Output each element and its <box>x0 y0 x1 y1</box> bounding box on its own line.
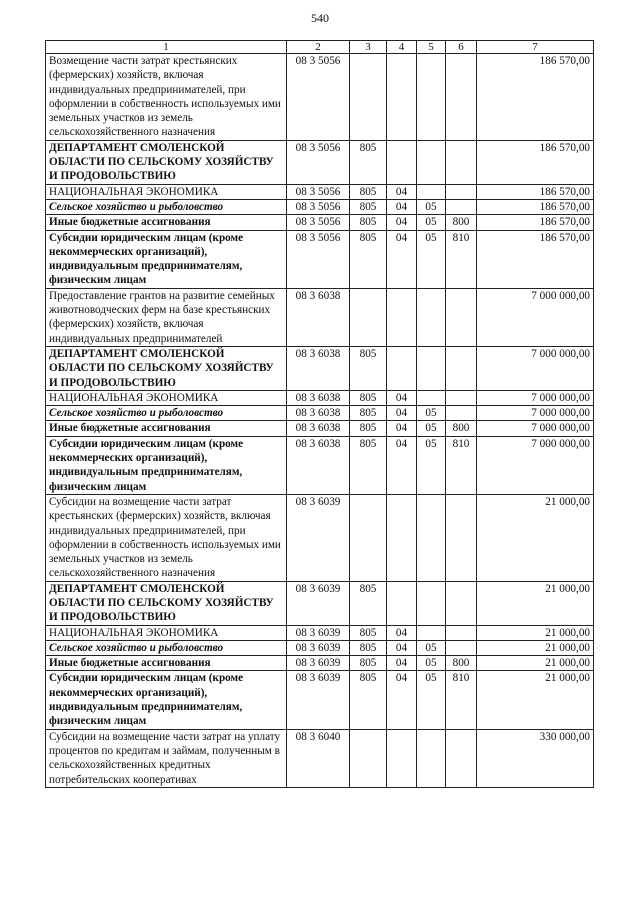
cell-expense-type <box>446 288 477 346</box>
cell-target-article: 08 3 5056 <box>287 54 350 141</box>
cell-target-article: 08 3 6038 <box>287 436 350 494</box>
cell-expense-type <box>446 494 477 581</box>
cell-section-code: 04 <box>387 184 417 199</box>
cell-amount: 186 570,00 <box>477 230 594 288</box>
table-row <box>46 346 594 390</box>
table-row <box>46 215 594 230</box>
header-cell-2: 2 <box>287 41 350 54</box>
cell-admin-code <box>350 729 387 787</box>
cell-admin-code <box>350 54 387 141</box>
cell-section-code: 04 <box>387 230 417 288</box>
cell-amount: 21 000,00 <box>477 581 594 625</box>
cell-amount: 7 000 000,00 <box>477 406 594 421</box>
cell-section-code: 04 <box>387 625 417 640</box>
cell-section-code: 04 <box>387 215 417 230</box>
cell-target-article: 08 3 6039 <box>287 494 350 581</box>
cell-subsection-code <box>417 625 446 640</box>
cell-target-article: 08 3 6038 <box>287 421 350 436</box>
table-row <box>46 656 594 671</box>
table-row <box>46 494 594 581</box>
cell-expense-type <box>446 406 477 421</box>
table-row <box>46 199 594 214</box>
cell-name: Сельское хозяйство и рыболовство <box>46 199 287 214</box>
table-row <box>46 140 594 184</box>
cell-admin-code: 805 <box>350 346 387 390</box>
cell-section-code: 04 <box>387 640 417 655</box>
cell-subsection-code: 05 <box>417 671 446 729</box>
cell-name: Сельское хозяйство и рыболовство <box>46 640 287 655</box>
cell-name: Субсидии юридическим лицам (кроме некоммерческих организаций), индивидуальным предпринимателям, физическим лицам <box>46 671 287 729</box>
cell-expense-type: 810 <box>446 436 477 494</box>
cell-subsection-code <box>417 288 446 346</box>
header-cell-5: 5 <box>417 41 446 54</box>
cell-expense-type <box>446 581 477 625</box>
cell-subsection-code: 05 <box>417 199 446 214</box>
table-row <box>46 421 594 436</box>
cell-amount: 21 000,00 <box>477 494 594 581</box>
cell-admin-code: 805 <box>350 199 387 214</box>
cell-subsection-code: 05 <box>417 421 446 436</box>
cell-target-article: 08 3 6038 <box>287 288 350 346</box>
cell-name: Субсидии юридическим лицам (кроме некоммерческих организаций), индивидуальным предпринимателям, физическим лицам <box>46 230 287 288</box>
cell-target-article: 08 3 6039 <box>287 640 350 655</box>
table-row <box>46 54 594 141</box>
cell-admin-code: 805 <box>350 390 387 405</box>
page-number: 540 <box>311 11 329 25</box>
budget-table <box>45 40 594 788</box>
cell-subsection-code <box>417 494 446 581</box>
cell-subsection-code: 05 <box>417 436 446 494</box>
table-row <box>46 625 594 640</box>
cell-admin-code: 805 <box>350 184 387 199</box>
cell-expense-type <box>446 729 477 787</box>
table-row <box>46 581 594 625</box>
cell-subsection-code <box>417 140 446 184</box>
cell-subsection-code: 05 <box>417 656 446 671</box>
cell-expense-type: 810 <box>446 671 477 729</box>
cell-name: ДЕПАРТАМЕНТ СМОЛЕНСКОЙ ОБЛАСТИ ПО СЕЛЬСКОМУ ХОЗЯЙСТВУ И ПРОДОВОЛЬСТВИЮ <box>46 581 287 625</box>
cell-name: Сельское хозяйство и рыболовство <box>46 406 287 421</box>
cell-amount: 186 570,00 <box>477 215 594 230</box>
cell-subsection-code <box>417 54 446 141</box>
cell-amount: 7 000 000,00 <box>477 390 594 405</box>
cell-amount: 7 000 000,00 <box>477 346 594 390</box>
table-row <box>46 406 594 421</box>
cell-target-article: 08 3 6039 <box>287 656 350 671</box>
cell-amount: 21 000,00 <box>477 671 594 729</box>
cell-target-article: 08 3 5056 <box>287 215 350 230</box>
cell-expense-type <box>446 640 477 655</box>
cell-section-code <box>387 581 417 625</box>
cell-subsection-code <box>417 184 446 199</box>
cell-target-article: 08 3 6038 <box>287 406 350 421</box>
cell-section-code <box>387 54 417 141</box>
cell-section-code <box>387 346 417 390</box>
cell-name: ДЕПАРТАМЕНТ СМОЛЕНСКОЙ ОБЛАСТИ ПО СЕЛЬСКОМУ ХОЗЯЙСТВУ И ПРОДОВОЛЬСТВИЮ <box>46 140 287 184</box>
table-row <box>46 671 594 729</box>
cell-admin-code: 805 <box>350 421 387 436</box>
cell-admin-code: 805 <box>350 656 387 671</box>
cell-section-code: 04 <box>387 436 417 494</box>
cell-subsection-code <box>417 581 446 625</box>
table-row <box>46 390 594 405</box>
cell-section-code: 04 <box>387 406 417 421</box>
cell-expense-type: 800 <box>446 421 477 436</box>
cell-expense-type <box>446 625 477 640</box>
cell-target-article: 08 3 6039 <box>287 581 350 625</box>
cell-name: Субсидии юридическим лицам (кроме некоммерческих организаций), индивидуальным предпринимателям, физическим лицам <box>46 436 287 494</box>
cell-subsection-code: 05 <box>417 640 446 655</box>
table-row <box>46 288 594 346</box>
cell-expense-type <box>446 184 477 199</box>
table-row <box>46 436 594 494</box>
cell-expense-type: 800 <box>446 656 477 671</box>
cell-name: ДЕПАРТАМЕНТ СМОЛЕНСКОЙ ОБЛАСТИ ПО СЕЛЬСКОМУ ХОЗЯЙСТВУ И ПРОДОВОЛЬСТВИЮ <box>46 346 287 390</box>
cell-admin-code <box>350 494 387 581</box>
cell-section-code: 04 <box>387 671 417 729</box>
header-cell-1: 1 <box>46 41 287 54</box>
cell-section-code <box>387 140 417 184</box>
cell-amount: 330 000,00 <box>477 729 594 787</box>
table-row <box>46 729 594 787</box>
header-cell-4: 4 <box>387 41 417 54</box>
cell-admin-code: 805 <box>350 406 387 421</box>
cell-subsection-code <box>417 390 446 405</box>
cell-amount: 21 000,00 <box>477 640 594 655</box>
cell-target-article: 08 3 5056 <box>287 184 350 199</box>
cell-target-article: 08 3 6039 <box>287 671 350 729</box>
cell-admin-code: 805 <box>350 436 387 494</box>
cell-amount: 7 000 000,00 <box>477 436 594 494</box>
cell-name: Возмещение части затрат крестьянских (фермерских) хозяйств, включая индивидуальных предпринимателей, при оформлении в собственность используемых ими земельных участков из земель сельскохозяйственного назначения <box>46 54 287 141</box>
header-cell-7: 7 <box>477 41 594 54</box>
cell-amount: 21 000,00 <box>477 625 594 640</box>
header-cell-3: 3 <box>350 41 387 54</box>
cell-target-article: 08 3 6039 <box>287 625 350 640</box>
cell-name: Иные бюджетные ассигнования <box>46 656 287 671</box>
cell-amount: 7 000 000,00 <box>477 421 594 436</box>
table-row <box>46 230 594 288</box>
cell-subsection-code <box>417 729 446 787</box>
cell-name: Субсидии на возмещение части затрат на уплату процентов по кредитам и займам, полученным в сельскохозяйственных кредитных потребительских кооперативах <box>46 729 287 787</box>
cell-target-article: 08 3 5056 <box>287 140 350 184</box>
cell-admin-code: 805 <box>350 230 387 288</box>
cell-name: НАЦИОНАЛЬНАЯ ЭКОНОМИКА <box>46 390 287 405</box>
cell-admin-code <box>350 288 387 346</box>
cell-name: НАЦИОНАЛЬНАЯ ЭКОНОМИКА <box>46 184 287 199</box>
cell-section-code <box>387 288 417 346</box>
cell-admin-code: 805 <box>350 581 387 625</box>
cell-amount: 186 570,00 <box>477 199 594 214</box>
cell-expense-type <box>446 199 477 214</box>
cell-name: Иные бюджетные ассигнования <box>46 215 287 230</box>
cell-section-code: 04 <box>387 390 417 405</box>
cell-expense-type <box>446 140 477 184</box>
cell-section-code <box>387 494 417 581</box>
cell-admin-code: 805 <box>350 215 387 230</box>
cell-section-code <box>387 729 417 787</box>
cell-expense-type: 800 <box>446 215 477 230</box>
cell-expense-type <box>446 390 477 405</box>
cell-amount: 186 570,00 <box>477 54 594 141</box>
cell-name: Предоставление грантов на развитие семейных животноводческих ферм на базе крестьянских (фермерских) хозяйств, включая индивидуальных предпринимателей <box>46 288 287 346</box>
cell-target-article: 08 3 6040 <box>287 729 350 787</box>
cell-target-article: 08 3 5056 <box>287 199 350 214</box>
header-row <box>46 41 594 54</box>
cell-subsection-code: 05 <box>417 406 446 421</box>
cell-admin-code: 805 <box>350 640 387 655</box>
table-row <box>46 184 594 199</box>
cell-expense-type <box>446 54 477 141</box>
cell-target-article: 08 3 5056 <box>287 230 350 288</box>
cell-section-code: 04 <box>387 199 417 214</box>
cell-target-article: 08 3 6038 <box>287 390 350 405</box>
cell-name: НАЦИОНАЛЬНАЯ ЭКОНОМИКА <box>46 625 287 640</box>
cell-amount: 186 570,00 <box>477 184 594 199</box>
cell-name: Субсидии на возмещение части затрат крестьянских (фермерских) хозяйств, включая индивидуальных предпринимателей, при оформлении в собственность используемых ими земельных участков из земель сельскохозяйственного назначения <box>46 494 287 581</box>
cell-amount: 7 000 000,00 <box>477 288 594 346</box>
cell-subsection-code <box>417 346 446 390</box>
cell-amount: 21 000,00 <box>477 656 594 671</box>
table-row <box>46 640 594 655</box>
cell-subsection-code: 05 <box>417 230 446 288</box>
cell-admin-code: 805 <box>350 671 387 729</box>
cell-target-article: 08 3 6038 <box>287 346 350 390</box>
cell-admin-code: 805 <box>350 625 387 640</box>
cell-expense-type <box>446 346 477 390</box>
cell-section-code: 04 <box>387 656 417 671</box>
cell-amount: 186 570,00 <box>477 140 594 184</box>
cell-name: Иные бюджетные ассигнования <box>46 421 287 436</box>
cell-subsection-code: 05 <box>417 215 446 230</box>
cell-section-code: 04 <box>387 421 417 436</box>
cell-expense-type: 810 <box>446 230 477 288</box>
header-cell-6: 6 <box>446 41 477 54</box>
cell-admin-code: 805 <box>350 140 387 184</box>
